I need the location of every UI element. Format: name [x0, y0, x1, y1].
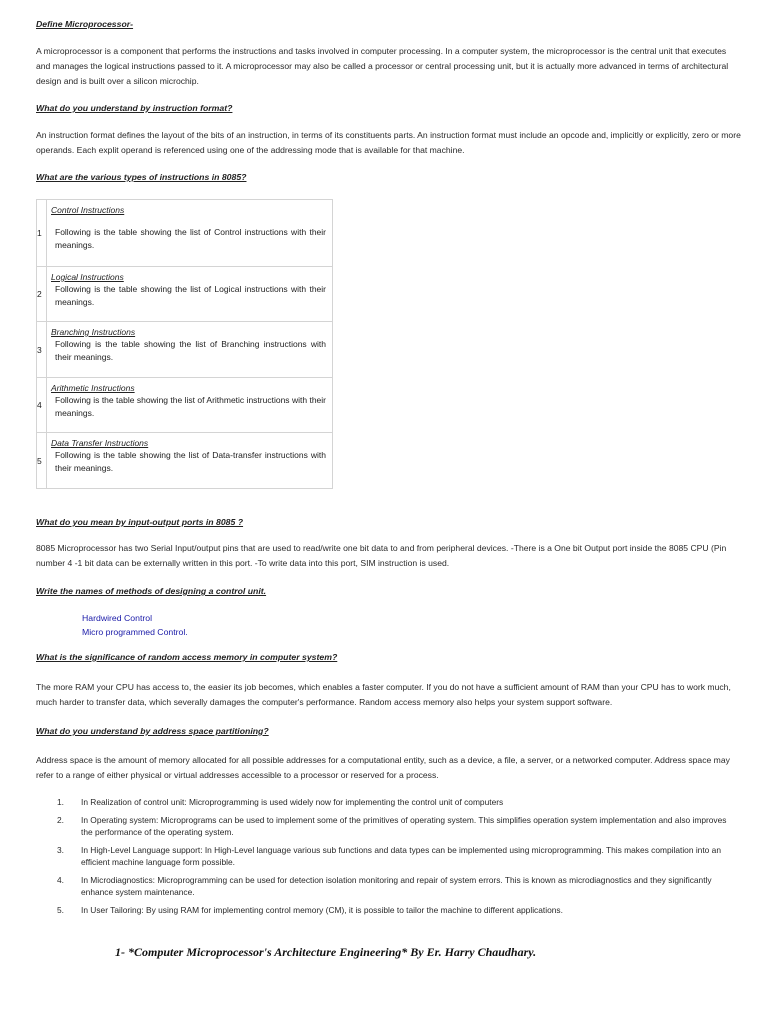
row-content [47, 378, 333, 433]
microprogramming-applications-list [36, 796, 736, 922]
list-number: 5. [57, 905, 64, 915]
list-text: In Realization of control unit: Microprogramming is used widely now for implementing the control unit of computers [81, 797, 504, 807]
table-row [37, 200, 333, 267]
row-number: 3 [37, 322, 47, 378]
heading-address-space: What do you understand by address space partitioning? [36, 726, 269, 736]
row-number: 5 [37, 433, 47, 489]
instruction-type-description: Following is the table showing the list of Control instructions with their meanings. [55, 227, 326, 250]
heading-define-microprocessor: Define Microprocessor- [36, 19, 134, 29]
row-content [47, 267, 333, 322]
instruction-type-name: Arithmetic Instructions [51, 383, 135, 393]
instruction-type-name: Data Transfer Instructions [51, 438, 149, 448]
heading-instruction-types: What are the various types of instructions in 8085? [36, 172, 247, 182]
paragraph-io-ports: 8085 Microprocessor has two Serial Input/output pins that are used to read/write one bit data to and from peripheral devices. -There is a One bit Output port inside the 8085 CPU (Pin number 4 -1 bit data can be externally written in this port. -To write data into this port, SIM instruction is used. [36, 543, 727, 568]
table-row [37, 433, 333, 489]
heading-io-ports: What do you mean by input-output ports in 8085 ? [36, 517, 244, 527]
instruction-type-description: Following is the table showing the list of Branching instructions with their meanings. [55, 339, 326, 362]
list-text: In User Tailoring: By using RAM for implementing control memory (CM), it is possible to tailor the machine to different applications. [81, 905, 563, 915]
table-row [37, 322, 333, 378]
paragraph-microprocessor-definition: A microprocessor is a component that performs the instructions and tasks involved in computer processing. In a computer system, the microprocessor is the central unit that executes and manages the logical instructions passed to it. A microprocessor may also be called a processor or central processing unit, but it is actually more advanced in terms of architectural design and is built over a silicon microchip. [36, 46, 729, 86]
list-text: In Operating system: Microprograms can be used to implement some of the primitives of operating system. This simplifies operation system implementation and also improves the performance of the operating system. [81, 815, 727, 837]
table-row [37, 378, 333, 433]
instruction-type-description: Following is the table showing the list of Logical instructions with their meanings. [55, 284, 326, 307]
heading-instruction-format: What do you understand by instruction format? [36, 103, 233, 113]
list-number: 4. [57, 875, 64, 885]
list-number: 2. [57, 815, 64, 825]
list-number: 3. [57, 845, 64, 855]
instruction-types-table [36, 199, 333, 489]
instruction-type-name: Control Instructions [51, 205, 125, 215]
footer-citation: 1- *Computer Microprocessor's Architecture Engineering* By Er. Harry Chaudhary. [115, 945, 537, 959]
list-item [36, 814, 736, 838]
list-item [36, 874, 736, 898]
paragraph-ram-significance: The more RAM your CPU has access to, the easier its job becomes, which enables a faster computer. If you do not have a sufficient amount of RAM than your CPU has to work much, much harder to transfer data, which severally damages the computer's performance. Random access memory also helps your system support software. [36, 682, 731, 707]
row-content [47, 322, 333, 378]
row-number: 4 [37, 378, 47, 433]
heading-ram-significance: What is the significance of random access memory in computer system? [36, 652, 338, 662]
list-text: In High-Level Language support: In High-Level language various sub functions and data types can be implemented using microprogramming. This makes compilation into an efficient machine language form possible. [81, 845, 721, 867]
instruction-type-name: Logical Instructions [51, 272, 124, 282]
paragraph-instruction-format: An instruction format defines the layout of the bits of an instruction, in terms of its constituents parts. An instruction format must include an opcode and, implicitly or explicitly, zero or more operands. Each explit operand is referenced using one of the addressing mode that is available for that machine. [36, 130, 741, 155]
method-hardwired-control: Hardwired Control [82, 613, 153, 623]
row-number: 2 [37, 267, 47, 322]
heading-control-unit-methods: Write the names of methods of designing a control unit. [36, 586, 267, 596]
row-content [47, 433, 333, 489]
list-text: In Microdiagnostics: Microprogramming can be used for detection isolation monitoring and repair of system errors. This is known as microdiagnostics and they significantly enhance system maintenance. [81, 875, 712, 897]
paragraph-address-space: Address space is the amount of memory allocated for all possible addresses for a computational entity, such as a device, a file, a server, or a networked computer. Address space may refer to a range of either physical or virtual addresses accessible to a processor or reserved for a process. [36, 755, 730, 780]
row-number: 1 [37, 200, 47, 267]
instruction-type-description: Following is the table showing the list of Data-transfer instructions with their meanings. [55, 450, 326, 473]
list-item [36, 844, 736, 868]
list-item [36, 796, 736, 808]
list-number: 1. [57, 797, 64, 807]
table-row [37, 267, 333, 322]
row-content [47, 200, 333, 267]
instruction-type-name: Branching Instructions [51, 327, 136, 337]
list-item [36, 904, 736, 916]
instruction-type-description: Following is the table showing the list of Arithmetic instructions with their meanings. [55, 395, 326, 418]
method-microprogrammed-control: Micro programmed Control. [82, 627, 188, 637]
